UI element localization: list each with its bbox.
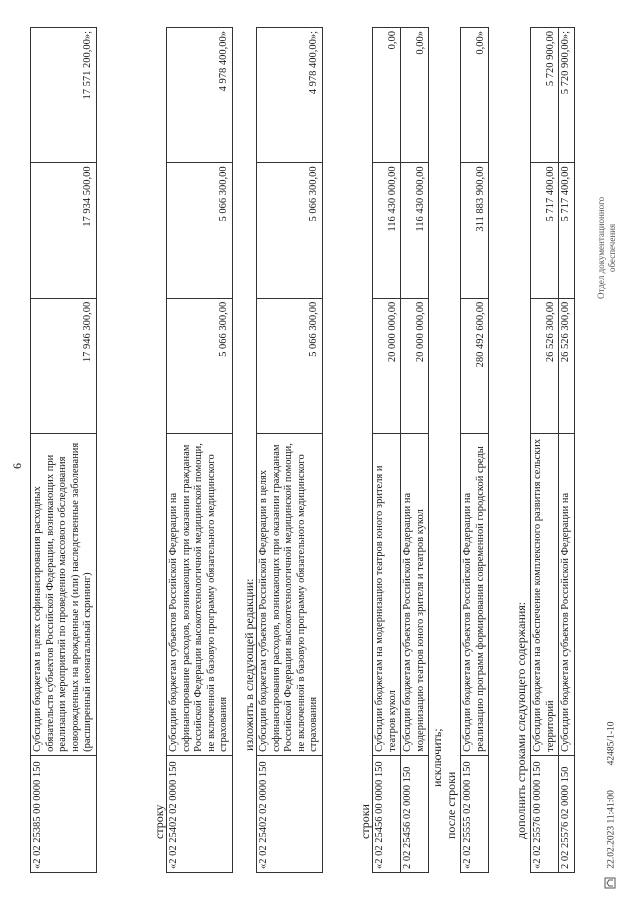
table-row bbox=[461, 28, 489, 873]
budget-code: «2 02 25402 02 0000 150 bbox=[167, 755, 233, 872]
amount-year-2: 5 066 300,00 bbox=[257, 163, 323, 298]
amount-year-3: 4 978 400,00»; bbox=[257, 28, 323, 163]
amount-year-1: 17 946 300,00 bbox=[31, 298, 97, 433]
item-name: Субсидии бюджетам субъектов Российской Федерации на софинансирование расходов, возникающих при оказании гражданам Российской Федерации высокотехнологичной медицинской помощи, не включенной в базовую программу обязательного медицинского страхования bbox=[167, 434, 233, 756]
table-row bbox=[531, 28, 559, 873]
instruction-note: после строки bbox=[444, 771, 458, 839]
table-row bbox=[167, 28, 233, 873]
amount-year-3: 5 720 900,00»; bbox=[559, 28, 575, 163]
instruction-note: строку bbox=[152, 804, 166, 839]
amount-year-3: 0,00 bbox=[373, 28, 401, 163]
document-footer bbox=[604, 722, 619, 890]
item-name: Субсидии бюджетам субъектов Российской Федерации в целях софинансирования расходов, возникающих при оказании гражданам Российской Федерации высокотехнологичной медицинской помощи, не включенной в базовую программу обязательного медицинского страхования bbox=[257, 434, 323, 756]
amount-year-2: 5 066 300,00 bbox=[167, 163, 233, 298]
instruction-note: строки bbox=[358, 804, 372, 839]
amount-year-1: 20 000 000,00 bbox=[401, 298, 429, 433]
revenue-table bbox=[530, 27, 575, 873]
item-name: Субсидии бюджетам субъектов Российской Федерации на модернизацию театров юного зрителя и театров кукол bbox=[401, 434, 429, 756]
footer-timestamp: 22.02.2023 11:41:00 bbox=[606, 790, 617, 869]
revenue-table bbox=[166, 27, 233, 873]
budget-code: «2 02 25385 00 0000 150 bbox=[31, 755, 97, 872]
item-name: Субсидии бюджетам субъектов Российской Федерации на bbox=[559, 434, 575, 756]
item-name: Субсидии бюджетам субъектов Российской Федерации на реализацию программ формирования современной городской среды bbox=[461, 434, 489, 756]
amount-year-1: 280 492 600,00 bbox=[461, 298, 489, 433]
stamp-line: Отдел документационного bbox=[596, 196, 606, 299]
stamp-line: обеспечения bbox=[607, 223, 617, 272]
amount-year-1: 26 526 300,00 bbox=[531, 298, 559, 433]
table-row bbox=[401, 28, 429, 873]
seal-icon bbox=[604, 877, 619, 889]
amount-year-1: 26 526 300,00 bbox=[559, 298, 575, 433]
table-row bbox=[559, 28, 575, 873]
item-name: Субсидии бюджетам на модернизацию театров юного зрителя и театров кукол bbox=[373, 434, 401, 756]
table-row bbox=[257, 28, 323, 873]
budget-code: «2 02 25456 00 0000 150 bbox=[373, 755, 401, 872]
budget-code: «2 02 25576 00 0000 150 bbox=[531, 755, 559, 872]
table-block-2 bbox=[166, 27, 233, 873]
budget-code: «2 02 25402 02 0000 150 bbox=[257, 755, 323, 872]
table-row bbox=[373, 28, 401, 873]
page-number: 6 bbox=[10, 463, 24, 469]
amount-year-2: 5 717 400,00 bbox=[559, 163, 575, 298]
amount-year-3: 0,00» bbox=[461, 28, 489, 163]
amount-year-2: 5 717 400,00 bbox=[531, 163, 559, 298]
item-name: Субсидии бюджетам в целях софинансирования расходных обязательств субъектов Российской Федерации, возникающих при реализации мероприятий по проведению массового обследования новорожденных на врожденные и (или) наследственные заболевания (расширенный неонатальный скрининг) bbox=[31, 434, 97, 756]
amount-year-2: 17 934 500,00 bbox=[31, 163, 97, 298]
table-block-6 bbox=[530, 27, 575, 873]
table-row bbox=[31, 28, 97, 873]
amount-year-1: 5 066 300,00 bbox=[167, 298, 233, 433]
amount-year-3: 5 720 900,00 bbox=[531, 28, 559, 163]
amount-year-3: 4 978 400,00» bbox=[167, 28, 233, 163]
table-block-3 bbox=[256, 27, 323, 873]
amount-year-2: 311 883 900,00 bbox=[461, 163, 489, 298]
instruction-note: изложить в следующей редакции: bbox=[242, 578, 256, 751]
revenue-table bbox=[30, 27, 97, 873]
table-block-4 bbox=[372, 27, 429, 873]
revenue-table bbox=[372, 27, 429, 873]
footer-doc-id: 42485/1-10 bbox=[606, 721, 617, 766]
revenue-table bbox=[256, 27, 323, 873]
amount-year-2: 116 430 000,00 bbox=[401, 163, 429, 298]
amount-year-3: 17 571 200,00»; bbox=[31, 28, 97, 163]
budget-code: «2 02 25555 02 0000 150 bbox=[461, 755, 489, 872]
table-block-1 bbox=[30, 27, 97, 873]
department-stamp bbox=[596, 197, 618, 299]
amount-year-1: 5 066 300,00 bbox=[257, 298, 323, 433]
budget-code: 2 02 25456 02 0000 150 bbox=[401, 755, 429, 872]
revenue-table bbox=[460, 27, 489, 873]
budget-code: 2 02 25576 02 0000 150 bbox=[559, 755, 575, 872]
amount-year-1: 20 000 000,00 bbox=[373, 298, 401, 433]
instruction-note: дополнить строками следующего содержания: bbox=[514, 601, 528, 839]
amount-year-2: 116 430 000,00 bbox=[373, 163, 401, 298]
amount-year-3: 0,00» bbox=[401, 28, 429, 163]
table-block-5 bbox=[460, 27, 489, 873]
instruction-note: исключить; bbox=[430, 728, 444, 787]
item-name: Субсидии бюджетам на обеспечение комплексного развития сельских территорий bbox=[531, 434, 559, 756]
